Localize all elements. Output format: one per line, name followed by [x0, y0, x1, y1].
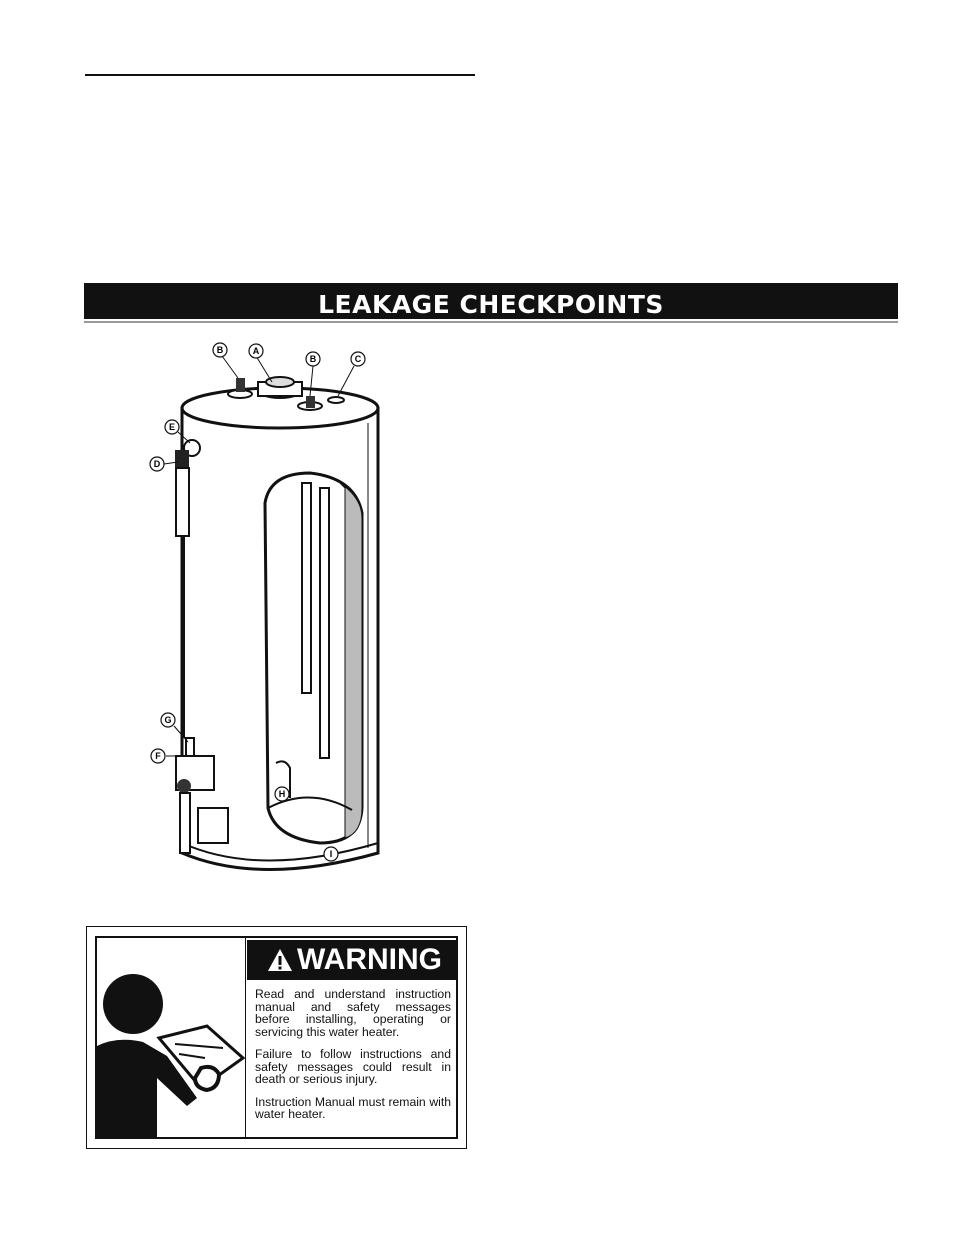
callout-c [351, 352, 365, 366]
svg-text:D: D [153, 459, 161, 469]
callout-b-right [306, 352, 320, 366]
alert-triangle-icon [267, 948, 293, 972]
svg-text:I: I [329, 849, 333, 859]
section-banner [84, 283, 898, 319]
warning-paragraph-3: Instruction Manual must remain with water heater. [255, 1094, 451, 1121]
warning-header [247, 940, 456, 980]
callout-e [165, 420, 179, 434]
banner-underline [84, 321, 898, 323]
callout-h [275, 787, 289, 801]
callout-b-left [213, 343, 227, 357]
section-title: LEAKAGE CHECKPOINTS [318, 290, 664, 319]
svg-text:A: A [252, 346, 260, 356]
svg-text:B: B [309, 354, 317, 364]
warning-paragraph-1: Read and understand instruction manual and safety messages before installing, operating or servicing this water heater. [255, 987, 451, 1039]
warning-label [86, 926, 467, 1149]
callout-a [249, 344, 263, 358]
water-heater-illustration [140, 338, 390, 898]
svg-text:B: B [216, 345, 224, 355]
warning-paragraph-2: Failure to follow instructions and safety messages could result in death or serious injury. [255, 1047, 451, 1086]
callout-i [324, 847, 338, 861]
person-reading-manual-icon [97, 938, 246, 1137]
svg-text:E: E [168, 422, 176, 432]
svg-text:H: H [278, 789, 286, 799]
svg-text:G: G [164, 715, 172, 725]
callout-f [151, 749, 165, 763]
warning-message [255, 988, 451, 1131]
top-rule [85, 74, 475, 76]
callout-g [161, 713, 175, 727]
callout-d [150, 457, 164, 471]
warning-label-frame [95, 936, 458, 1139]
svg-text:C: C [354, 354, 362, 364]
warning-title: WARNING [297, 943, 442, 976]
svg-text:F: F [155, 751, 161, 761]
